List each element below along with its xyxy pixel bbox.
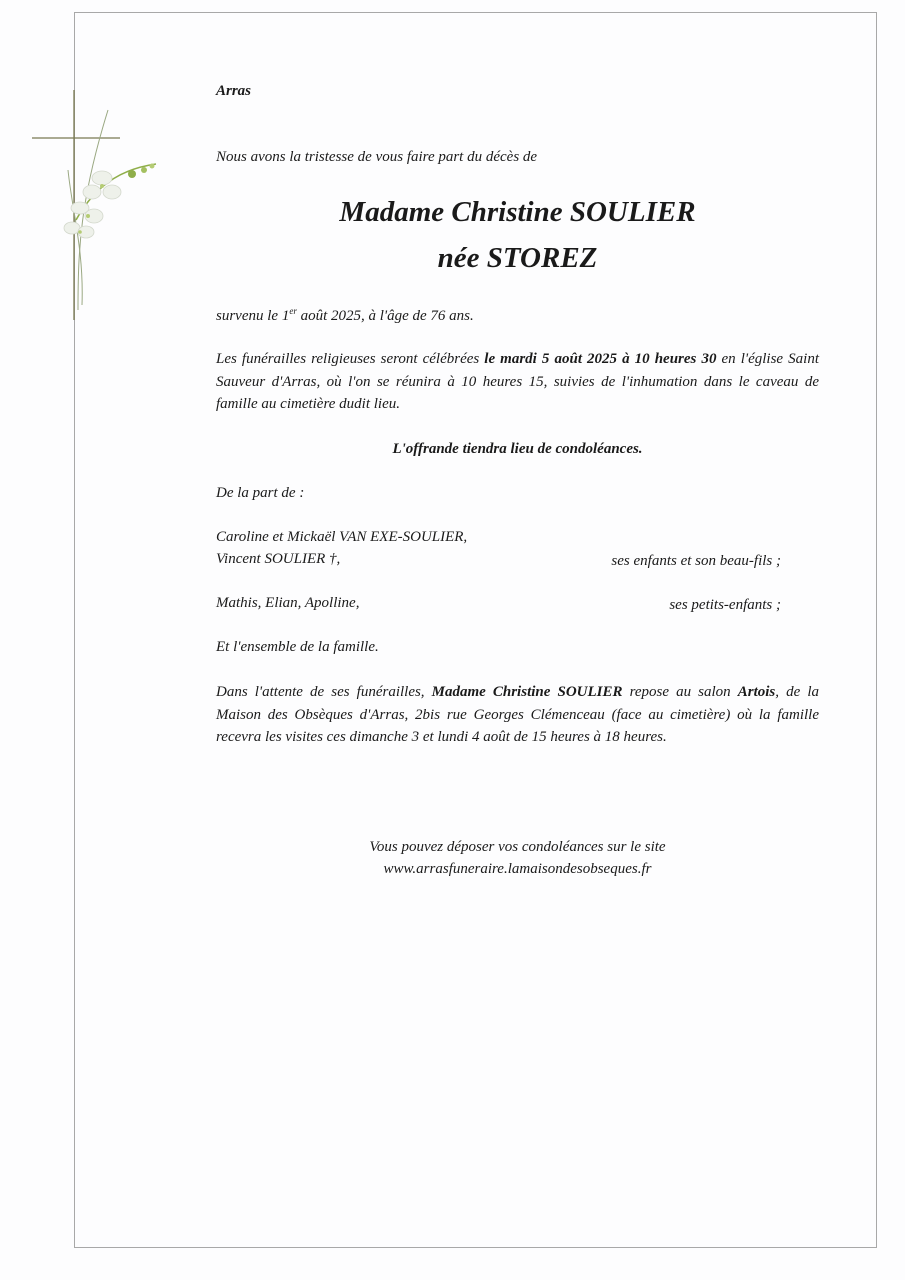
deceased-name: Madame Christine SOULIER [339,196,696,228]
intro-text: Nous avons la tristesse de vous faire part du décès de [216,149,538,165]
viewing-name: Madame Christine SOULIER [431,684,623,700]
death-date-suffix: août 2025, à l'âge de 76 ans. [296,308,474,324]
viewing-salon: Artois [737,684,776,700]
cross-orchid-icon [28,80,168,330]
family-rest: Et l'ensemble de la famille. [216,639,379,655]
grandchildren-role: ses petits-enfants ; [669,597,781,613]
grandchildren-names: Mathis, Elian, Apolline, [216,595,360,611]
children-line-2: Vincent SOULIER †, [216,551,341,567]
website-intro: Vous pouvez déposer vos condoléances sur le site [369,839,666,855]
death-date-prefix: survenu le 1 [216,308,290,324]
viewing-paragraph [216,681,819,749]
children-role: ses enfants et son beau-fils ; [611,553,781,569]
funeral-text-2: en l'église Saint Sauveur d'Arras, où l'on se réunira à 10 heures 15, suivies de l'inhumation dans le caveau de famille au cimetière dudit lieu. [216,351,819,412]
children-line-1: Caroline et Mickaël VAN EXE-SOULIER, [216,529,468,545]
website-url[interactable]: www.arrasfuneraire.lamaisondesobseques.fr [383,861,652,877]
funeral-date: le mardi 5 août 2025 à 10 heures 30 [484,351,717,367]
death-date-text [216,305,474,327]
viewing-text-3: , de la Maison des Obsèques d'Arras, 2bis rue Georges Clémenceau (face au cimetière) où la famille recevra les visites ces dimanche 3 et lundi 4 août de 15 heures à 18 heures. [216,684,819,745]
death-date-sup: er [289,306,297,316]
viewing-text-1: Dans l'attente de ses funérailles, [216,684,432,700]
city-heading: Arras [216,83,252,99]
funeral-text-1: Les funérailles religieuses seront célébrées [216,351,485,367]
offering-notice: L'offrande tiendra lieu de condoléances. [392,441,643,457]
deceased-birth-name: née STOREZ [437,242,598,274]
from-label: De la part de : [216,485,305,501]
funeral-paragraph [216,348,819,416]
viewing-text-2: repose au salon [622,684,738,700]
